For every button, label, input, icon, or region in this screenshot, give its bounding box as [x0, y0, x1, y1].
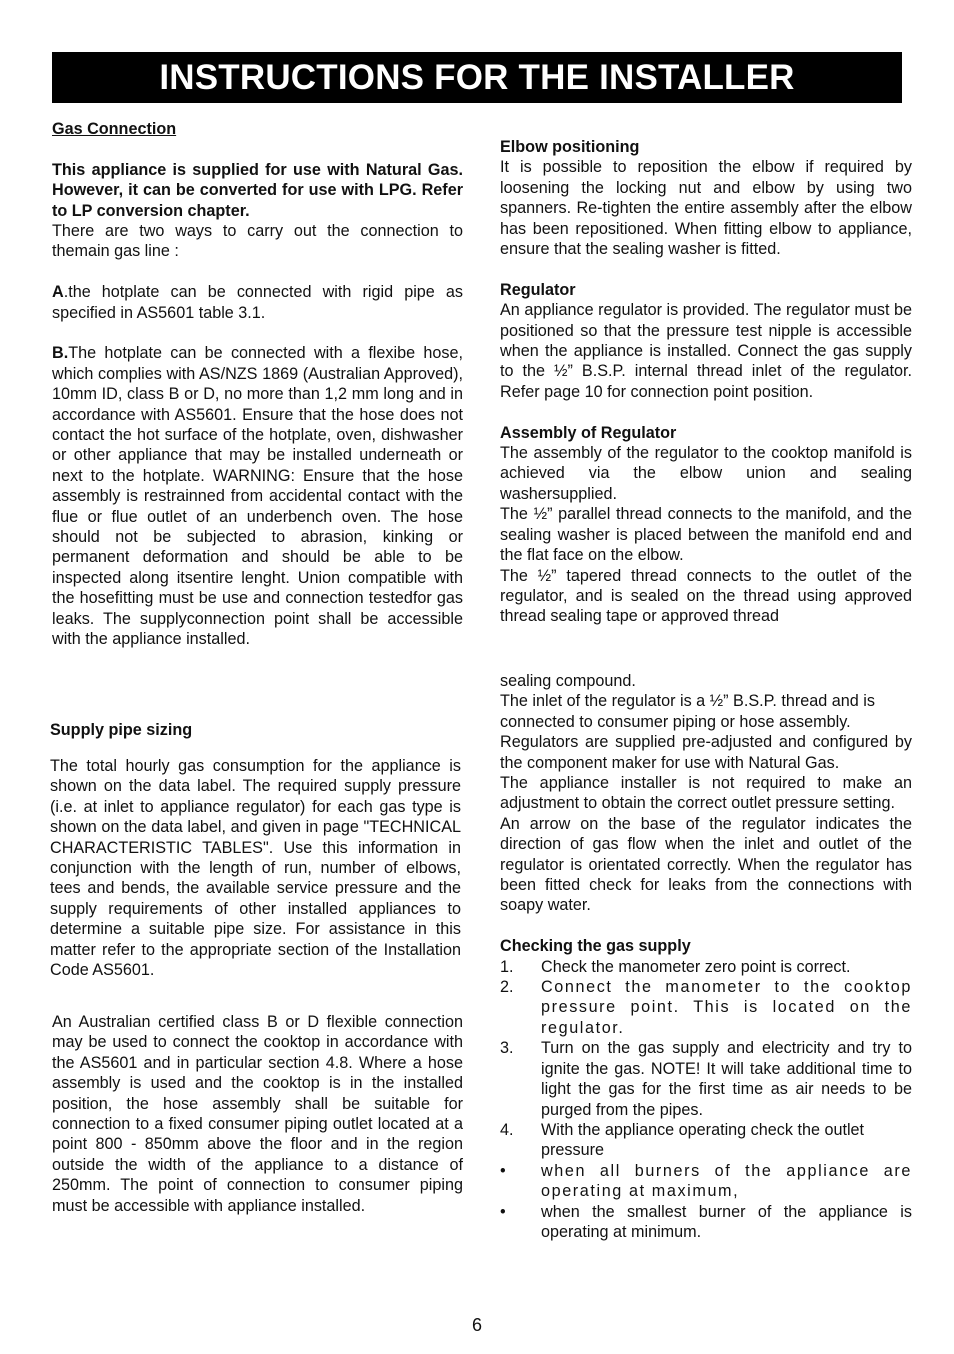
step-number: 1.: [500, 957, 514, 976]
supply-pipe-heading: Supply pipe sizing: [50, 721, 193, 739]
right-column-top: [500, 137, 912, 627]
page-title-banner: [52, 52, 902, 103]
step-number: 3.: [500, 1039, 514, 1058]
option-b-label: B.: [52, 344, 69, 363]
bullet-mark: •: [500, 1161, 506, 1180]
bullet-text: when all burners of the appliance are operating at maximum,: [541, 1161, 912, 1201]
regulator-text: An appliance regulator is provided. The regulator must be positioned so that the pressure test nipple is accessible when the appliance is installed. Connect the gas supply to the ½” B.S.P. internal thread inlet of the regulator. Refer page 10 for connection point position.: [500, 301, 912, 401]
gas-connection-intro: There are two ways to carry out the connection to themain gas line :: [52, 222, 463, 261]
page-title: INSTRUCTIONS FOR THE INSTALLER: [159, 58, 795, 97]
checking-step: [500, 1038, 912, 1120]
option-b-paragraph: [52, 343, 463, 649]
supply-pipe-paragraph-2: An Australian certified class B or D flexible connection may be used to connect the cooktop in accordance with the AS5601 and in particular section 4.8. Where a hose assembly is used and the cooktop is in the installed position, the hose assembly shall be suitable for connection to a fixed consumer piping outlet located at a point 800 - 850mm above the floor and in the region outside the width of the appliance to a distance of 250mm. The point of connection to consumer piping must be accessible with appliance installed.: [52, 1013, 463, 1215]
elbow-heading: Elbow positioning: [500, 138, 640, 156]
supply-pipe-body: [50, 756, 461, 980]
step-text: Connect the manometer to the cooktop pressure point. This is located on the regulator.: [541, 978, 912, 1037]
flexible-connection-body: [52, 1012, 463, 1216]
assembly-paragraph-3: The ½” tapered thread connects to the outlet of the regulator, and is sealed on the thread using approved thread sealing tape or approved thread: [500, 566, 912, 626]
option-b-text: The hotplate can be connected with a flexibe hose, which complies with AS/NZS 1869 (Australian Approved), 10mm ID, class B or D, no more than 1,2 mm long and in accordance with AS5601. Ensure that the hose does not contact the hot surface of the hotplate, oven, dishwasher or other appliance that may be installed underneath or next to the hotplate. WARNING: Ensure that the hose assembly is restrainned from accidental contact with the flue or flue outlet of an underbench oven. The hose should not be subjected to abrasion, kinking or permanent deformation and should be able to be inspected along itsentire lenght. Union compatible with the hosefitting must be use and connection testedfor gas leaks. The supplyconnection point shall be accessible with the appliance installed.: [52, 344, 463, 649]
page-number: 6: [471, 1315, 482, 1335]
checking-bullet: [500, 1202, 912, 1243]
left-column-supply: [50, 720, 461, 740]
gas-connection-bold-intro: This appliance is supplied for use with Natural Gas. However, it can be converted for use with LPG. Refer to LP conversion chapter.: [52, 160, 463, 220]
option-a-text: .the hotplate can be connected with rigid pipe as specified in AS5601 table 3.1.: [52, 283, 463, 322]
assembly-paragraph-8: An arrow on the base of the regulator indicates the direction of gas flow when the inlet and outlet of the regulator is orientated correctly. When the regulator has been fitted check for leaks from the connections with soapy water.: [500, 814, 912, 915]
option-a-paragraph: [52, 282, 463, 323]
assembly-paragraph-2: The ½” parallel thread connects to the manifold, and the sealing washer is placed between the manifold end and the flat face on the elbow.: [500, 505, 912, 565]
supply-pipe-paragraph-1: The total hourly gas consumption for the appliance is shown on the data label. The required supply pressure (i.e. at inlet to appliance regulator) for each gas type is shown on the data label, and given in page "TECHNICAL CHARACTERISTIC TABLES". Use this information in conjunction with the length of run, number of elbows, tees and bends, the available service pressure and the supply requirements of other installed appliances to determine a suitable pipe size. For assistance in this matter refer to the appropriate section of the Installation Code AS5601.: [50, 757, 461, 980]
checking-step: [500, 977, 912, 1038]
step-text: Check the manometer zero point is correct.: [541, 957, 851, 976]
step-text: Turn on the gas supply and electricity and try to ignite the gas. NOTE! It will take additional time to light the gas for the first time as air needs to be purged from the pipes.: [541, 1039, 912, 1119]
assembly-paragraph-6: Regulators are supplied pre-adjusted and configured by the component maker for use with Natural Gas.: [500, 733, 912, 772]
bullet-mark: •: [500, 1202, 506, 1221]
step-number: 2.: [500, 978, 514, 997]
checking-bullet: [500, 1161, 912, 1202]
assembly-heading: Assembly of Regulator: [500, 423, 677, 442]
step-number: 4.: [500, 1120, 514, 1139]
elbow-text: It is possible to reposition the elbow if required by loosening the locking nut and elbow by using two spanners. Re-tighten the entire assembly after the elbow has been repositioned. When fitting elbow to appliance, ensure that the sealing washer is fitted.: [500, 158, 912, 259]
checking-bullets-list: [500, 1161, 912, 1243]
checking-step: [500, 957, 912, 977]
assembly-paragraph-1: The assembly of the regulator to the cooktop manifold is achieved via the elbow union and sealing washersupplied.: [500, 444, 912, 503]
left-column-top: [52, 119, 463, 650]
checking-step: [500, 1120, 912, 1161]
gas-connection-heading: Gas Connection: [52, 120, 177, 138]
bullet-text: when the smallest burner of the appliance is operating at minimum.: [541, 1202, 912, 1241]
right-column-middle: [500, 671, 924, 1242]
regulator-heading: Regulator: [500, 280, 576, 299]
assembly-paragraph-7: The appliance installer is not required to make an adjustment to obtain the correct outlet pressure setting.: [500, 774, 912, 813]
checking-steps-list: [500, 957, 912, 1161]
checking-heading: Checking the gas supply: [500, 937, 691, 956]
step-text: With the appliance operating check the outlet pressure: [541, 1120, 865, 1160]
assembly-paragraph-4: sealing compound.: [500, 672, 636, 690]
assembly-paragraph-5: The inlet of the regulator is a ½” B.S.P. thread and is connected to consumer piping or hose assembly.: [500, 692, 875, 731]
option-a-label: A: [52, 283, 64, 302]
